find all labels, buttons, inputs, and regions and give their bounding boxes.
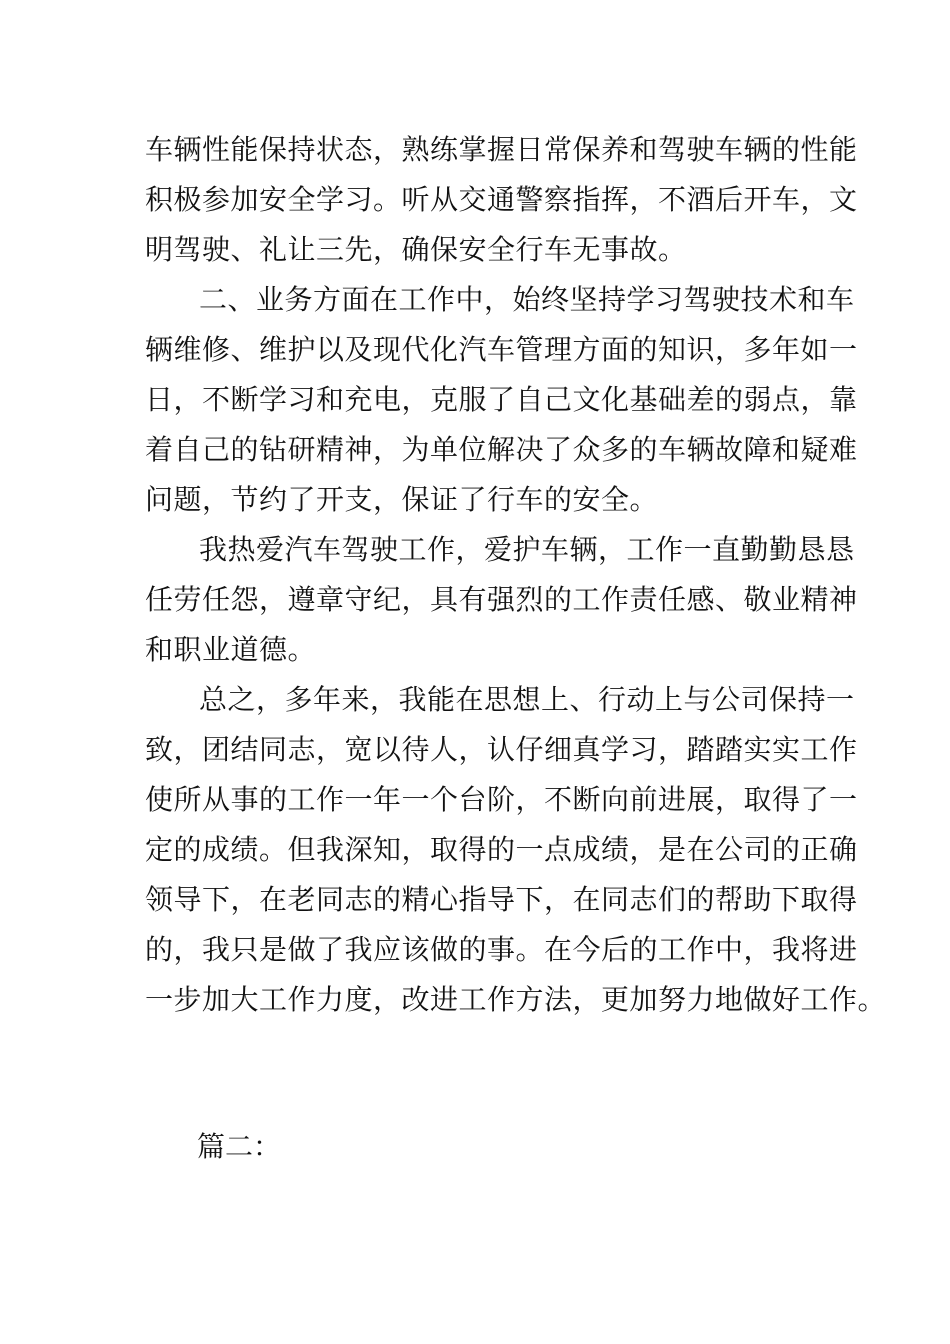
paragraph-4-line-1: 总之，多年来，我能在思想上、行动上与公司保持一 xyxy=(199,683,855,716)
paragraph-2-line-3: 日，不断学习和充电，克服了自己文化基础差的弱点，靠 xyxy=(145,383,858,416)
paragraph-1-line-2: 积极参加安全学习。听从交通警察指挥，不酒后开车，文 xyxy=(145,183,858,216)
paragraph-2-line-4: 着自己的钻研精神，为单位解决了众多的车辆故障和疑难 xyxy=(145,433,858,466)
paragraph-4-line-7: 一步加大工作力度，改进工作方法，更加努力地做好工作。 xyxy=(145,983,887,1016)
paragraph-3-line-1: 我热爱汽车驾驶工作，爱护车辆，工作一直勤勤恳恳 xyxy=(199,533,855,566)
paragraph-4-line-3: 使所从事的工作一年一个台阶，不断向前进展，取得了一 xyxy=(145,783,858,816)
paragraph-2-line-1: 二、业务方面在工作中，始终坚持学习驾驶技术和车 xyxy=(199,283,855,316)
paragraph-1-line-3: 明驾驶、礼让三先，确保安全行车无事故。 xyxy=(145,233,687,266)
paragraph-4-line-4: 定的成绩。但我深知，取得的一点成绩，是在公司的正确 xyxy=(145,833,858,866)
paragraph-4-line-6: 的，我只是做了我应该做的事。在今后的工作中，我将进 xyxy=(145,933,858,966)
paragraph-2-line-2: 辆维修、维护以及现代化汽车管理方面的知识，多年如一 xyxy=(145,333,858,366)
paragraph-3-line-3: 和职业道德。 xyxy=(145,633,317,666)
paragraph-1-line-1: 车辆性能保持状态，熟练掌握日常保养和驾驶车辆的性能 xyxy=(145,133,858,166)
section-heading: 篇二： xyxy=(197,1130,282,1163)
paragraph-2-line-5: 问题，节约了开支，保证了行车的安全。 xyxy=(145,483,659,516)
paragraph-4-line-5: 领导下，在老同志的精心指导下，在同志们的帮助下取得 xyxy=(145,883,858,916)
paragraph-3-line-2: 任劳任怨，遵章守纪，具有强烈的工作责任感、敬业精神 xyxy=(145,583,858,616)
paragraph-4-line-2: 致，团结同志，宽以待人，认仔细真学习，踏踏实实工作 xyxy=(145,733,858,766)
